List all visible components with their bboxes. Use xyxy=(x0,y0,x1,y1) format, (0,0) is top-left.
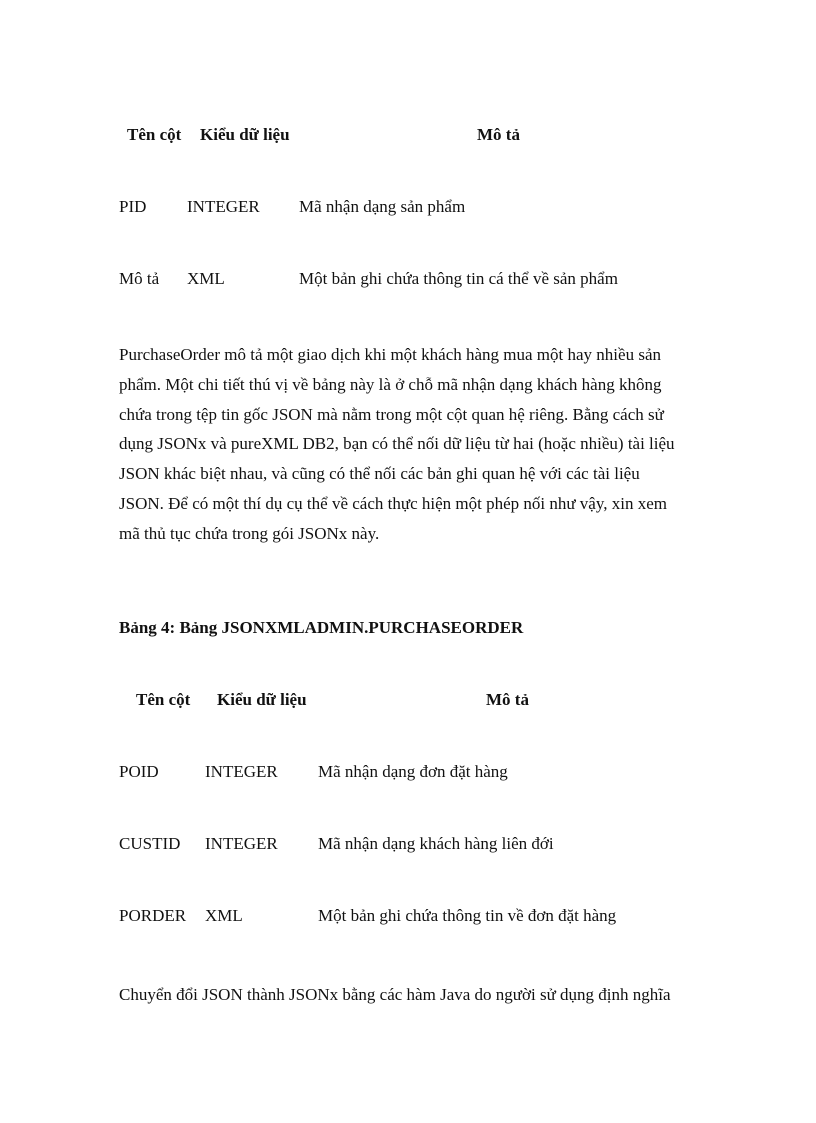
table1-cell-name: Mô tả xyxy=(119,269,160,288)
table1-header-name: Tên cột xyxy=(127,125,182,144)
paragraph-line: mã thủ tục chứa trong gói JSONx này. xyxy=(119,523,380,543)
table2-cell-type: INTEGER xyxy=(205,834,278,853)
paragraph-line: JSON khác biệt nhau, và cũng có thể nối các bản ghi quan hệ với các tài liệu xyxy=(119,464,640,484)
paragraph-line: JSON. Để có một thí dụ cụ thể về cách thực hiện một phép nối như vậy, xin xem xyxy=(119,493,667,513)
table1-cell-type: XML xyxy=(187,269,225,288)
table1-cell-desc: Một bản ghi chứa thông tin cá thể về sản phẩm xyxy=(299,269,618,288)
table2-cell-desc: Mã nhận dạng đơn đặt hàng xyxy=(318,762,508,781)
table2-cell-name: POID xyxy=(119,762,159,781)
table1-cell-name: PID xyxy=(119,197,147,216)
paragraph-line: dụng JSONx và pureXML DB2, bạn có thể nối dữ liệu từ hai (hoặc nhiều) tài liệu xyxy=(119,434,675,454)
table1-header-desc: Mô tả xyxy=(477,125,520,144)
table1-header-type: Kiểu dữ liệu xyxy=(200,125,290,144)
table2-cell-name: CUSTID xyxy=(119,834,181,853)
table2-header-desc: Mô tả xyxy=(486,690,529,709)
paragraph-line: PurchaseOrder mô tả một giao dịch khi một khách hàng mua một hay nhiều sản xyxy=(119,345,661,364)
paragraph-line: chứa trong tệp tin gốc JSON mà nằm trong một cột quan hệ riêng. Bằng cách sử xyxy=(119,404,664,424)
table2-cell-type: XML xyxy=(205,906,243,925)
table2-cell-desc: Mã nhận dạng khách hàng liên đới xyxy=(318,834,554,853)
table2-cell-name: PORDER xyxy=(119,906,187,925)
table2-header-type: Kiểu dữ liệu xyxy=(217,690,307,709)
table2-header-name: Tên cột xyxy=(136,690,191,709)
section-heading: Chuyển đổi JSON thành JSONx bằng các hàm Java do người sử dụng định nghĩa xyxy=(119,985,671,1004)
table2-cell-desc: Một bản ghi chứa thông tin về đơn đặt hàng xyxy=(318,906,617,925)
table1-cell-type: INTEGER xyxy=(187,197,260,216)
table2-caption: Bảng 4: Bảng JSONXMLADMIN.PURCHASEORDER xyxy=(119,618,524,637)
table2-cell-type: INTEGER xyxy=(205,762,278,781)
table1-cell-desc: Mã nhận dạng sản phẩm xyxy=(299,197,466,216)
paragraph-line: phẩm. Một chi tiết thú vị về bảng này là ở chỗ mã nhận dạng khách hàng không xyxy=(119,374,662,394)
body-paragraph xyxy=(119,340,699,549)
